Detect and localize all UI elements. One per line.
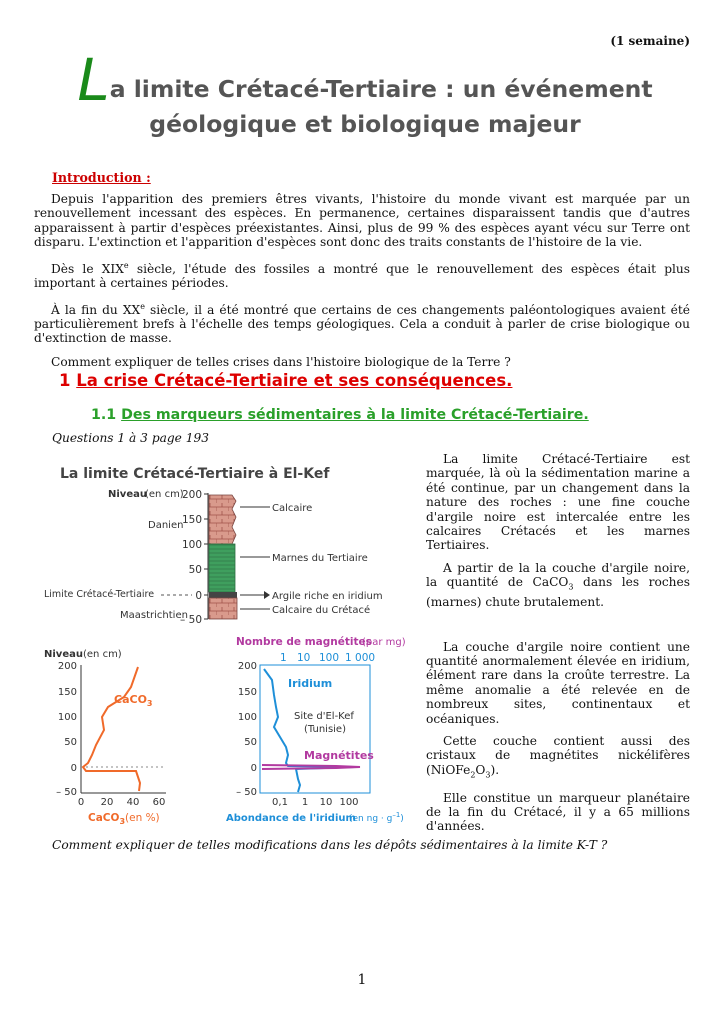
calcaire-label: Calcaire <box>272 503 313 514</box>
marnes-label: Marnes du Tertiaire <box>272 553 368 564</box>
level-tick-0: 0 <box>195 590 202 602</box>
ir-axis-unit: (en ng · $g^{-1}$) <box>349 811 404 824</box>
spacer <box>426 618 690 640</box>
level-tick-100: 100 <box>181 539 202 551</box>
argile-arrow <box>264 591 270 599</box>
intro-section <box>34 192 690 378</box>
caco3-tick-200: 200 <box>57 661 77 672</box>
niveau-unit: (en cm) <box>145 489 184 500</box>
clay-layer <box>209 592 237 598</box>
ir-tick-150: 150 <box>237 687 257 698</box>
intro-paragraph-1: Depuis l'apparition des premiers êtres vivants, l'histoire du monde vivant est marquée par un renouvellement incessant des espèces. En permanence, certaines disparaissent tandis que d'autres apparaissent à partir d'espèces préexistantes. Ainsi, plus de 99 % des espèces ayant vécu sur Terre ont disparu. L'extinction et l'apparition d'espèces sont donc des traits constants de l'histoire de la vie. <box>34 192 690 250</box>
ir-x-tick-10: 10 <box>319 797 333 808</box>
title-line1: a limite Crétacé-Tertiaire : un événement <box>109 75 653 103</box>
level-tick-50: 50 <box>188 564 202 576</box>
section-1-title: La crise Crétacé-Tertiaire et ses conséquences. <box>76 371 513 390</box>
title-line2: géologique et biologique majeur <box>149 110 581 138</box>
marl-layer <box>209 544 235 592</box>
right-paragraph-3: La couche d'argile noire contient une quantité anormalement élevée en iridium, élément rare dans la croûte terrestre. La même anomalie a été relevée en de nombreux sites, continentaux et océaniques. <box>426 639 690 726</box>
ir-x-tick-100: 100 <box>339 797 359 808</box>
magn-tick-1: 1 <box>280 652 287 664</box>
caco3-x-tick-40: 40 <box>126 797 140 808</box>
level-tick-150: 150 <box>181 514 202 526</box>
limestone-layer <box>209 495 236 544</box>
section-1-1-title: Des marqueurs sédimentaires à la limite Crétacé-Tertiaire. <box>121 407 589 423</box>
caco3-tick-100: 100 <box>57 712 77 723</box>
section-1-1-heading <box>91 407 589 423</box>
ir-x-tick-1: 1 <box>301 797 309 808</box>
caco3-tick-0: 0 <box>70 763 77 774</box>
danien-label: Danien <box>148 520 184 531</box>
page-number: 1 <box>357 972 367 988</box>
caco3-curve-label: CaCO$_3$ <box>114 693 153 708</box>
magn-tick-1000: 1 000 <box>345 652 376 664</box>
ir-tick-0: 0 <box>250 763 257 774</box>
caco3-axis-label: CaCO$_3$(en %) <box>88 812 160 826</box>
right-paragraph-2: A partir de la la couche d'argile noire, la quantité de CaCO$_3$ dans les roches (marnes) chute brutalement. <box>426 560 690 610</box>
site-country: (Tunisie) <box>304 724 346 735</box>
caco3-tick-minus50: – 50 <box>56 787 77 798</box>
column-ticks <box>204 494 208 619</box>
right-paragraph-5: Elle constitue un marqueur planétaire de la fin du Crétacé, il y a 65 millions d'années. <box>426 790 690 834</box>
ir-tick-50: 50 <box>244 737 257 748</box>
magn-tick-100: 100 <box>319 652 340 664</box>
magn-title: Nombre de magnétites <box>236 636 372 648</box>
right-paragraph-4: Cette couche contient aussi des cristaux de magnétites nickélifères $(NiOFe_2O_3)$. <box>426 733 690 780</box>
caco3-curve <box>83 667 140 791</box>
ir-tick-minus50: – 50 <box>236 787 257 798</box>
caco3-tick-150: 150 <box>57 687 77 698</box>
title-initial: L <box>77 46 110 114</box>
caco3-niveau-unit: (en cm) <box>83 649 122 660</box>
caco3-x-tick-0: 0 <box>77 797 85 808</box>
intro-paragraph-2: Dès le XIXe siècle, l'étude des fossiles a montré que le renouvellement des espèces était plus important à certaines périodes. <box>34 260 690 291</box>
site-label: Site d'El-Kef <box>294 711 354 722</box>
magnetites-label: Magnétites <box>304 749 374 762</box>
cretaceous-limestone-layer <box>209 598 237 619</box>
right-column-text <box>426 452 690 842</box>
level-tick-200: 200 <box>181 489 202 501</box>
duration-label: (1 semaine) <box>610 34 690 48</box>
maastrichtien-label: Maastrichtien <box>120 610 188 621</box>
column-title: La limite Crétacé-Tertiaire à El-Kef <box>60 466 330 482</box>
calcaire-cretace-label: Calcaire du Crétacé <box>272 605 371 616</box>
caco3-niveau-label: Niveau <box>44 649 83 660</box>
intro-paragraph-3: À la fin du XXe siècle, il a été montré que certains de ces changements paléontologiques avaient été particulièrement brefs à l'échelle des temps géologiques. Cela a conduit à parler de crise biologique ou d'extinction de masse. <box>34 301 690 346</box>
niveau-label: Niveau <box>108 489 147 500</box>
magn-tick-10: 10 <box>297 652 311 664</box>
level-tick-minus50: – 50 <box>180 614 202 626</box>
caco3-x-tick-20: 20 <box>100 797 114 808</box>
section-1-number: 1 <box>59 371 71 390</box>
ir-x-tick-01: 0,1 <box>272 797 288 808</box>
magn-unit: (par mg) <box>362 637 406 648</box>
right-paragraph-1: La limite Crétacé-Tertiaire est marquée, là où la sédimentation marine a été continue, par un changement dans la nature des roches : une fine couche d'argile noire est intercalée entre les calcaires Crétacés et les marnes Tertiaires. <box>426 452 690 553</box>
intro-paragraph-4: Comment expliquer de telles crises dans l'histoire biologique de la Terre ? <box>51 354 511 369</box>
intro-heading: Introduction : <box>52 170 151 185</box>
final-question: Comment expliquer de telles modifications dans les dépôts sédimentaires à la limite K-T ? <box>52 838 608 852</box>
section-1-heading <box>59 371 512 390</box>
section-1-1-number: 1.1 <box>91 407 117 423</box>
ir-tick-100: 100 <box>237 712 257 723</box>
ir-tick-200: 200 <box>237 661 257 672</box>
caco3-x-tick-60: 60 <box>152 797 166 808</box>
el-kef-figure <box>36 455 416 830</box>
limite-label: Limite Crétacé-Tertiaire <box>44 589 155 600</box>
argile-label: Argile riche en iridium <box>272 591 383 602</box>
ir-axis-label: Abondance de l'iridium <box>226 813 356 824</box>
caco3-tick-50: 50 <box>64 737 77 748</box>
page-title <box>40 46 690 142</box>
questions-reference: Questions 1 à 3 page 193 <box>52 431 210 445</box>
iridium-label: Iridium <box>288 677 333 690</box>
